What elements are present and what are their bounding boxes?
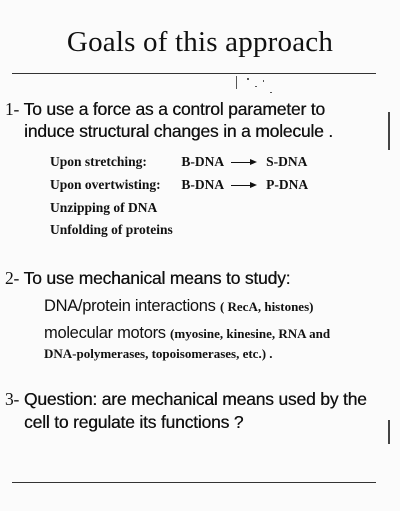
section-3-text-2: cell to regulate its functions ? [24, 412, 244, 432]
title-divider [12, 73, 376, 74]
molecular-motors-item [44, 323, 330, 344]
stretching-label: Upon stretching: [50, 154, 147, 169]
molecular-motors-main: molecular motors [44, 324, 166, 342]
overtwisting-label: Upon overtwisting: [50, 177, 161, 192]
scan-speck [255, 86, 257, 87]
right-arrow-icon [231, 159, 257, 167]
section-1-line-2 [24, 121, 333, 142]
section-1-text-1: To use a force as a control parameter to [23, 99, 325, 119]
section-1-text-2: induce structural changes in a molecule . [24, 121, 333, 141]
section-1-line-1 [5, 99, 325, 120]
scan-speck [263, 80, 264, 82]
dna-protein-note: ( RecA, histones) [219, 299, 314, 314]
dna-protein-main: DNA/protein interactions [44, 297, 216, 315]
stretching-from: B-DNA [181, 154, 224, 169]
section-2-line-1 [5, 268, 290, 289]
section-2-text-1: To use mechanical means to study: [23, 268, 291, 288]
scan-speck [247, 78, 249, 80]
right-arrow-icon [231, 182, 257, 190]
stretching-item [50, 153, 307, 170]
section-1-number: 1- [5, 99, 20, 119]
scan-speck [270, 92, 272, 93]
overtwisting-from: B-DNA [181, 177, 224, 192]
section-3-line-2 [24, 412, 243, 433]
section-3-number: 3- [5, 389, 20, 409]
molecular-motors-continuation: DNA-polymerases, topoisomerases, etc.) . [44, 346, 273, 361]
unfolding-item: Unfolding of proteins [50, 222, 173, 237]
overtwisting-to: P-DNA [266, 177, 309, 192]
section-3-line-1 [5, 389, 367, 410]
unzipping-item: Unzipping of DNA [50, 200, 158, 215]
scan-speck [236, 76, 237, 89]
dna-protein-item [44, 296, 313, 317]
section-3-text-1: Question: are mechanical means used by the [23, 389, 367, 409]
molecular-motors-note: (myosine, kinesine, RNA and [170, 326, 331, 341]
scan-edge-mark [388, 420, 390, 444]
overtwisting-item [50, 176, 308, 193]
stretching-to: S-DNA [266, 154, 308, 169]
section-2-number: 2- [5, 268, 20, 288]
footer-divider [12, 482, 376, 483]
page-title: Goals of this approach [66, 26, 334, 58]
scan-edge-mark [388, 112, 390, 150]
